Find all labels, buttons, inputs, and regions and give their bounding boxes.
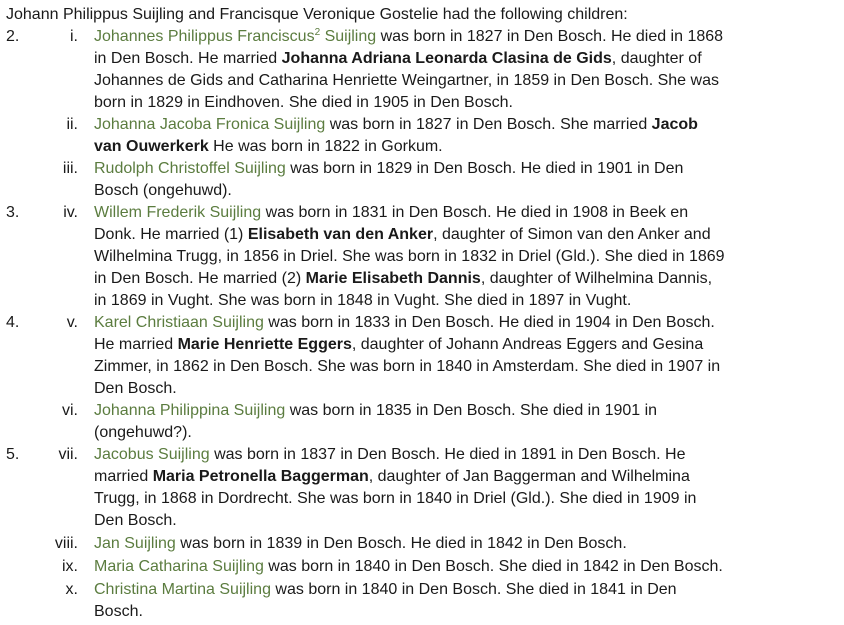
child-name-link[interactable]: Christina Martina Suijling <box>94 581 271 598</box>
spouse-name: Johanna Adriana Leonarda Clasina de Gids <box>281 50 612 67</box>
child-roman-numeral: x. <box>65 581 78 598</box>
child-entry-text: Christina Martina Suijling was born in 1840 in Den Bosch. She died in 1841 in Den Bosch. <box>94 581 677 620</box>
footnote-marker: 2 <box>314 27 321 38</box>
child-roman-numeral: v. <box>66 314 78 331</box>
child-entry-text: Johanna Philippina Suijling was born in 1835 in Den Bosch. She died in 1901 in (ongehuwd?). <box>94 402 658 441</box>
child-roman-numeral: iv. <box>63 204 78 221</box>
child-entry-text: Maria Catharina Suijling was born in 1840 in Den Bosch. She died in 1842 in Den Bosch. <box>94 558 723 575</box>
child-roman-numeral: i. <box>70 28 78 45</box>
spouse-name: Marie Henriette Eggers <box>177 336 352 353</box>
child-name-link[interactable]: Karel Christiaan Suijling <box>94 314 264 331</box>
child-roman-numeral: viii. <box>54 535 78 552</box>
child-name-link[interactable]: Rudolph Christoffel Suijling <box>94 160 286 177</box>
child-entry-text: Karel Christiaan Suijling was born in 1833 in Den Bosch. He died in 1904 in Den Bosch. He married Marie Henriette Eggers, daughter of Johann Andreas Eggers and Gesina Zimmer, in 1862 in Den Bosch. She was born in 1840 in Amsterdam. She died in 1907 in Den Bosch. <box>94 314 721 397</box>
generation-number: 5. <box>6 446 20 463</box>
child-roman-numeral: ii. <box>66 116 78 133</box>
child-name-link[interactable]: Maria Catharina Suijling <box>94 558 264 575</box>
intro-text: Johann Philippus Suijling and Francisque Veronique Gostelie had the following children: <box>6 6 628 23</box>
child-roman-numeral: vi. <box>62 402 78 419</box>
child-roman-numeral: ix. <box>62 558 78 575</box>
child-name-link[interactable]: Jacobus Suijling <box>94 446 210 463</box>
child-entry-text: Johannes Philippus Franciscus$^2$ Suijling was born in 1827 in Den Bosch. He died in 1868 in Den Bosch. He married Johanna Adriana Leonarda Clasina de Gids, daughter of Johannes de Gids and Catharina Henriette Weingartner, in 1859 in Den Bosch. She was born in 1829 in Eindhoven. She died in 1905 in Den Bosch. <box>94 27 724 111</box>
child-name-link[interactable]: Johannes Philippus Franciscus$^2$ Suijling <box>94 27 377 45</box>
child-name-link[interactable]: Willem Frederik Suijling <box>94 204 262 221</box>
child-roman-numeral: vii. <box>58 446 78 463</box>
child-name-link[interactable]: Jan Suijling <box>94 535 176 552</box>
spouse-name: Maria Petronella Baggerman <box>152 468 369 485</box>
child-entry-text: Johanna Jacoba Fronica Suijling was born in 1827 in Den Bosch. She married Jacob van Ouwerkerk He was born in 1822 in Gorkum. <box>94 116 698 155</box>
child-entry-text: Jan Suijling was born in 1839 in Den Bosch. He died in 1842 in Den Bosch. <box>94 535 627 552</box>
child-name-link[interactable]: Johanna Philippina Suijling <box>94 402 286 419</box>
child-roman-numeral: iii. <box>62 160 78 177</box>
generation-number: 3. <box>6 204 20 221</box>
child-entry-text: Willem Frederik Suijling was born in 1831 in Den Bosch. He died in 1908 in Beek en Donk. He married (1) Elisabeth van den Anker, daughter of Simon van den Anker and Wilhelmina Trugg, in 1856 in Driel. She was born in 1832 in Driel (Gld.). She died in 1869 in Den Bosch. He married (2) Marie Elisabeth Dannis, daughter of Wilhelmina Dannis, in 1869 in Vught. She was born in 1848 in Vught. She died in 1897 in Vught. <box>94 204 725 309</box>
child-entry-text: Jacobus Suijling was born in 1837 in Den Bosch. He died in 1891 in Den Bosch. He married Maria Petronella Baggerman, daughter of Jan Baggerman and Wilhelmina Trugg, in 1868 in Dordrecht. She was born in 1840 in Driel (Gld.). She died in 1909 in Den Bosch. <box>94 446 697 529</box>
spouse-name: Elisabeth van den Anker <box>247 226 434 243</box>
generation-number: 4. <box>6 314 20 331</box>
child-entry-text: Rudolph Christoffel Suijling was born in 1829 in Den Bosch. He died in 1901 in Den Bosch (ongehuwd). <box>94 160 684 199</box>
generation-number: 2. <box>6 28 20 45</box>
child-name-link[interactable]: Johanna Jacoba Fronica Suijling <box>94 116 326 133</box>
spouse-name: Jacob <box>651 116 698 133</box>
spouse-name: van Ouwerkerk <box>94 138 209 155</box>
spouse-name: Marie Elisabeth Dannis <box>305 270 481 287</box>
